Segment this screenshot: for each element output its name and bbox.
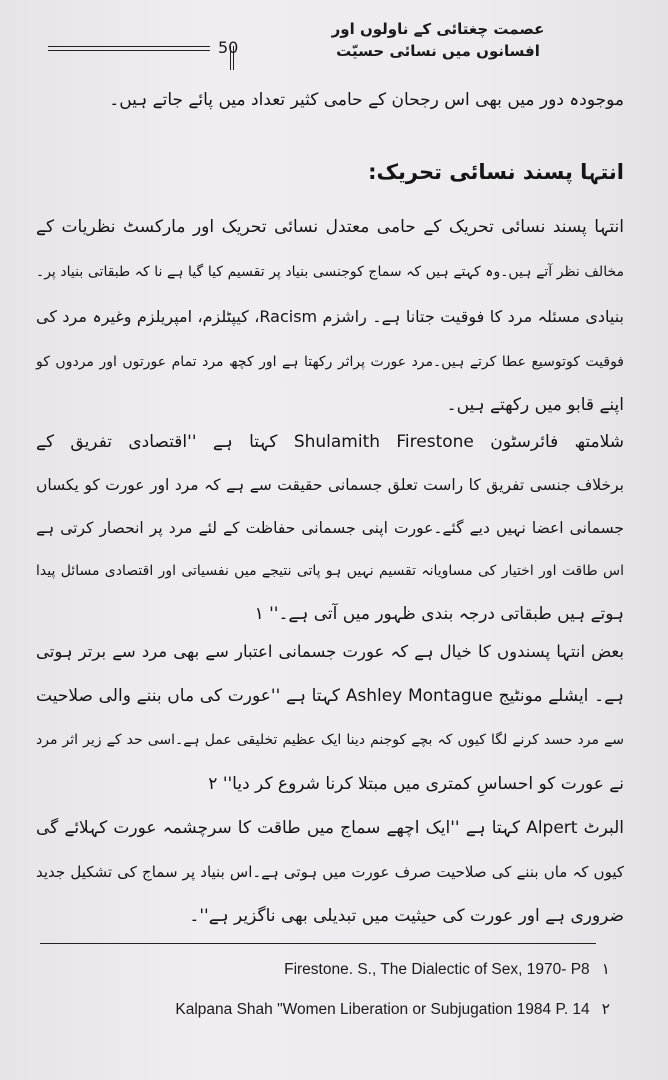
text-line: اپنے قابو میں رکھتے ہیں۔ xyxy=(446,395,624,415)
running-title-line-2: افسانوں میں نسائی حسیّت xyxy=(336,42,540,60)
text-line: جسمانی اعضا نہیں دیے گئے۔عورت اپنی جسمانی حفاظت کے لئے مرد پر انحصار کرتی ہے xyxy=(36,519,624,537)
text-line: برخلاف جنسی تفریق کا راست تعلق جسمانی حقیقت سے ہے کہ مرد اور عورت کو یکساں xyxy=(36,476,624,494)
text-line: نے عورت کو احساسِ کمتری میں مبتلا کرنا شروع کر دیا'' ۲ xyxy=(208,774,624,794)
text-line: سے مرد حسد کرنے لگا کیوں کہ بچے کوجنم دینا ایک عظیم تخلیقی عمل ہے۔اسی حد کے زیر اثر مرد xyxy=(36,732,624,748)
text-line: البرٹ Alpert کہتا ہے ''ایک اچھے سماج میں طاقت کا سرچشمہ عورت کہلائے گی xyxy=(36,818,624,838)
text-line: ہوتے ہیں طبقاتی درجہ بندی ظہور میں آتی ہے۔'' ۱ xyxy=(254,604,624,624)
text-line: انتہا پسند نسائی تحریک کے حامی معتدل نسائی تحریک اور مارکسٹ نظریات کے xyxy=(36,217,624,237)
running-title xyxy=(258,18,618,62)
text-line: بعض انتہا پسندوں کا خیال ہے کہ عورت جسمانی اعتبار سے بھی مرد سے برتر ہوتی xyxy=(36,642,624,661)
text-line: کیوں کہ ماں بننے کی صلاحیت صرف عورت میں ہوتی ہے۔اس بنیاد پر سماج کی تشکیل جدید xyxy=(36,863,624,881)
running-title-line-1: عصمت چغتائی کے ناولوں اور xyxy=(331,20,545,38)
header-rule xyxy=(48,46,210,51)
running-header xyxy=(48,18,618,78)
intro-line: موجودہ دور میں بھی اس رجحان کے حامی کثیر تعداد میں پائے جاتے ہیں۔ xyxy=(109,90,624,110)
footnote-marker: ۲ xyxy=(601,1000,610,1018)
footnote-marker: ۱ xyxy=(601,960,610,978)
text-line: ضروری ہے اور عورت کی حیثیت میں تبدیلی بھی ناگزیر ہے''۔ xyxy=(189,906,624,926)
text-line: فوقیت کوتوسیع عطا کرتے ہیں۔مرد عورت پراثر رکھتا ہے اور کچھ مرد تمام عورتوں اور مردوں کو xyxy=(36,354,624,370)
text-line: ہے۔ ایشلے مونٹیج Ashley Montague کہتا ہے ''عورت کی ماں بننے والی صلاحیت xyxy=(36,686,625,706)
section-heading: انتہا پسند نسائی تحریک: xyxy=(368,160,624,184)
footnote-text: Kalpana Shah "Women Liberation or Subjugation 1984 P. 14 xyxy=(175,1001,590,1018)
text-line: مخالف نظر آتے ہیں۔وہ کہتے ہیں کہ سماج کوجنسی بنیاد پر تقسیم کیا گیا ہے نا کہ طبقاتی بنیاد پر۔ xyxy=(36,264,624,280)
footnote-2 xyxy=(175,1000,610,1019)
footnote-rule xyxy=(40,943,596,944)
text-line: اس طاقت اور اختیار کی مساویانہ تقسیم نہیں ہو پاتی نتیجے میں نفسیاتی اور اقتصادی مسائل پیدا xyxy=(36,563,624,579)
footnote-1 xyxy=(284,960,610,979)
text-line: بنیادی مسئلہ مرد کا فوقیت جتانا ہے۔ راشزم Racism، کیپٹلزم، امپریلزم وغیرہ مرد کی xyxy=(36,307,624,326)
footnote-text: Firestone. S., The Dialectic of Sex, 1970- P8 xyxy=(284,961,590,978)
text-line: شلامتھ فائرسٹون Shulamith Firestone کہتا ہے ''اقتصادی تفریق کے xyxy=(36,432,624,452)
page-number: 50 xyxy=(218,38,239,57)
